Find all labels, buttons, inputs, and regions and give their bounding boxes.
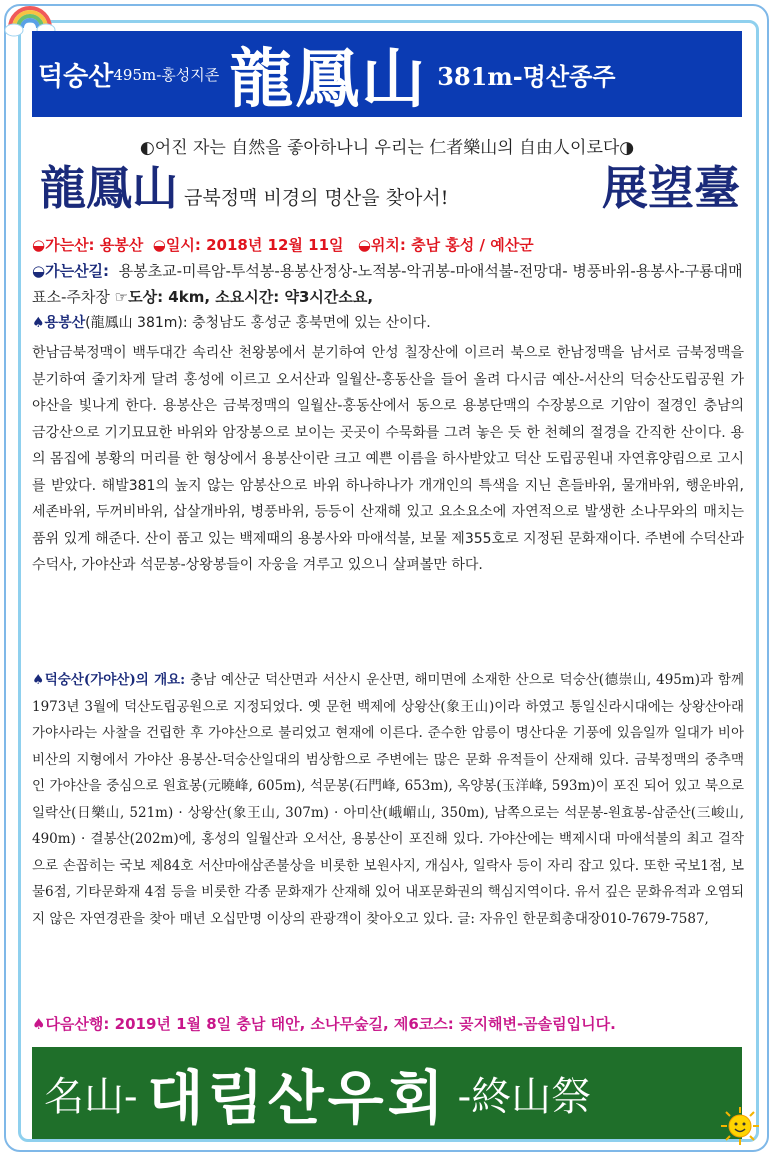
bottom-banner [32, 1047, 742, 1139]
date-label: ◒일시: 2018년 12월 11일 [152, 236, 344, 254]
motto: ◐어진 자는 自然을 좋아하나니 우리는 仁者樂山의 自由人이로다◑ [139, 138, 635, 158]
yongbong-label: ♠용봉산 [32, 315, 86, 331]
top-banner [32, 31, 742, 117]
title-right: 展望臺 [602, 161, 740, 215]
bottom-right-text: -終山祭 [457, 1073, 592, 1120]
info-line-1 [32, 232, 744, 258]
next-trip: ♠다음산행: 2019년 1월 8일 충남 태안, 소나무숲길, 제6코스: 곶지해변-곰솔림입니다. [32, 1015, 616, 1033]
page-subtitle: 금북정맥 비경의 명산을 찾아서! [184, 187, 449, 209]
location-label: ◒위치: 충남 홍성 / 예산군 [357, 236, 534, 254]
info-line-2 [32, 258, 744, 310]
deoksung-label: ♠덕숭산(가야산)의 개요: [32, 672, 186, 688]
yongbong-desc: (龍鳳山 381m): 충청남도 홍성군 홍북면에 있는 산이다. [85, 315, 431, 331]
mountain-label: ◒가는산: 용봉산 [32, 236, 144, 254]
route-text: 용봉초교-미륵암-투석봉-용봉산정상-노적봉-악귀봉-마애석불-전망대- 병풍바위-용봉사-구룡대매표소-주차장 [32, 262, 743, 306]
route-label: ◒가는산길: [32, 262, 110, 280]
info-line-3 [32, 310, 744, 336]
body-paragraph-2 [32, 667, 744, 932]
club-name: 대림산우회 [147, 1064, 448, 1132]
bottom-left-text: 名山- [44, 1073, 138, 1120]
banner-left-subtitle: 495m-홍성지존 [113, 65, 220, 84]
sun-face-icon [720, 1106, 760, 1146]
banner-left-title: 덕숭산 [38, 61, 114, 92]
banner-center-title: 龍鳳山 [229, 42, 428, 117]
body-paragraph-1: 한남금북정맥이 백두대간 속리산 천왕봉에서 분기하여 안성 칠장산에 이르러 북으로 한남정맥을 남서로 금북정맥을 분기하여 줄기차게 달려 홍성에 이르고 오서산과 일월산-홍동산을 들어 올려 다시금 예산-서산의 덕숭산도립공원 가야산을 빛나게 한다. 용봉산은 금북정맥의 일월산-홍동산에서 동으로 용봉단맥의 수장봉으로 기암이 절경인 충남의 금강산으로 기기묘묘한 바위와 암장봉으로 보이는 곳곳이 수묵화를 그려 놓은 듯 한 천혜의 절경을 간직한 산이다. 용의 몸집에 봉황의 머리를 한 형상에서 용봉산이란 크고 예쁜 이름을 하사받았고 덕산 도립공원내 자연휴양림으로 고시를 받았다. 해발381의 높지 않는 암봉산으로 바위 하나하나가 개개인의 특색을 지닌 흔들바위, 물개바위, 행운바위, 세존바위, 두꺼비바위, 삽살개바위, 병풍바위, 등등이 산재해 있고 요소요소에 자연적으로 발생한 소나무와의 매치는 품위 있게 해준다. 산이 품고 있는 백제때의 용봉사와 마애석불, 보물 제355호로 지정된 문화재이다. 주변에 수덕산과 수덕사, 가야산과 석문봉-상왕봉들이 자웅을 겨루고 있으니 살펴볼만 하다. [32, 345, 744, 573]
distance-text: ☞도상: 4km, 소요시간: 약3시간소요, [114, 288, 374, 306]
title-row [40, 160, 740, 218]
page-title: 龍鳳山 [40, 161, 178, 215]
trip-info [32, 232, 744, 336]
banner-right-title: 381m-명산종주 [437, 61, 616, 91]
deoksung-text: 충남 예산군 덕산면과 서산시 운산면, 해미면에 소재한 산으로 덕숭산(德崇山, 495m)과 함께 1973년 3월에 덕산도립공원으로 지정되었다. 옛 문헌 백제에 상왕산(象王山)이라 하였고 통일신라시대에는 상왕산아래 가야사라는 사찰을 건립한 후 가야산으로 불리었고 현재에 이른다. 준수한 암릉이 명산다운 기풍에 있음일까 일대가 비아비산의 지형에서 가야산 용봉산-덕숭산일대의 범상함으로 주변에는 많은 문화 유적들이 산재해 있다. 금북정맥의 중추맥인 가야산을 중심으로 원효봉(元曉峰, 605m), 석문봉(石門峰, 653m), 옥양봉(玉洋峰, 593m)이 포진 되어 있고 북으로 일락산(日樂山, 521m) · 상왕산(象王山, 307m) · 아미산(峨嵋山, 350m), 남쪽으로는 석문봉-원효봉-삼준산(三峻山, 490m) · 결봉산(202m)에, 홍성의 일월산과 오서산, 용봉산이 포진해 있다. 가야산에는 백제시대 마애석불의 최고 걸작으로 손꼽히는 국보 제84호 서산마애삼존불상을 비롯한 보원사지, 개심사, 일락사 등이 자리 잡고 있다. 또한 국보1점, 보물6점, 기타문화재 4점 등을 비롯한 각종 문화재가 산재해 있어 내포문화권의 핵심지역이다. 유서 깊은 문화유적과 오염되지 않은 자연경관을 찾아 매년 오십만명 이상의 관광객이 찾아오고 있다. 글: 자유인 한문희총대장010-7679-7587, [32, 672, 744, 927]
